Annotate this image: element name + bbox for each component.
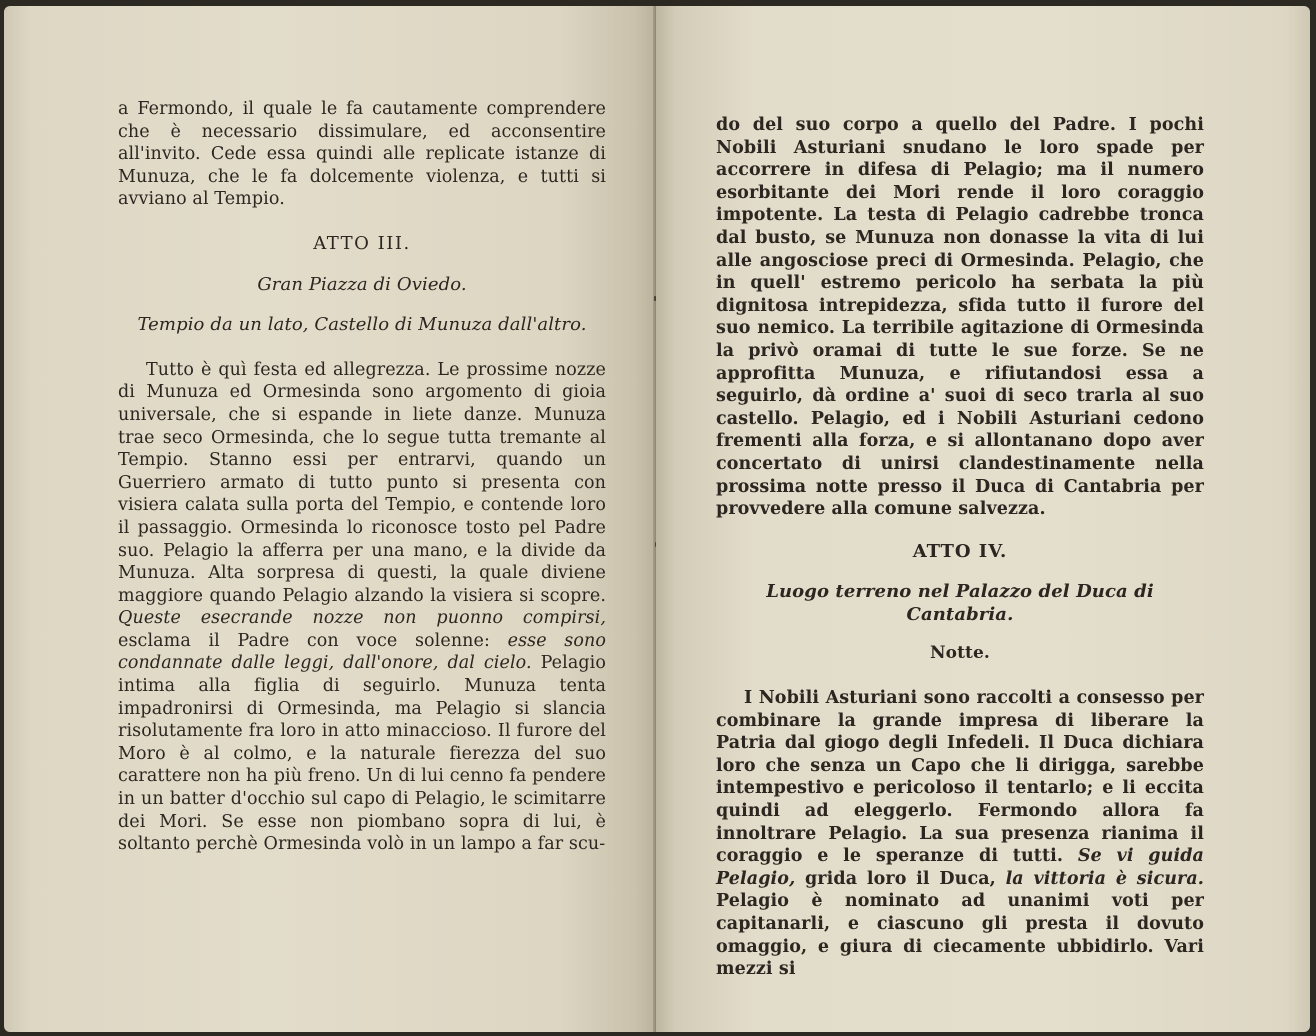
- left-opening-paragraph: a Fermondo, il quale le fa cautamente comprendere che è necessario dissimulare, ed acconsentire all'invito. Cede essa quindi alle replicate istanze di Munuza, che le fa dolcemente violenza, e tutti si avviano al Tempio.: [118, 99, 606, 210]
- left-page: [4, 6, 656, 1032]
- act-iv-quote-2: la vittoria è sicura.: [1005, 868, 1204, 889]
- act-iv-connector: grida loro il Duca,: [804, 868, 996, 889]
- right-page-text: [716, 114, 1204, 981]
- act-iii-connector: esclama il Padre con voce solenne:: [118, 630, 491, 651]
- act-iii-paragraph: [118, 359, 606, 856]
- act-iv-scene: Luogo terreno nel Palazzo del Duca di Cantabria.: [766, 581, 1154, 625]
- act-iv-paragraph-end: Pelagio è nominato ad unanimi voti per capitanarli, e ciascuno gli presta il dovuto omaggio, e giura di ciecamente ubbidirlo. Vari mezzi si: [716, 891, 1204, 980]
- act-iii-paragraph-start: Tutto è quì festa ed allegrezza. Le prossime nozze di Munuza ed Ormesinda sono argomento di gioia universale, che si espande in liete danze. Munuza trae seco Ormesinda, che lo segue tutta tremante al Tempio. Stanno essi per entrarvi, quando un Guerriero armato di tutto punto si presenta con visiera calata sulla porta del Tempio, e contende loro il passaggio. Ormesinda lo riconosce tosto pel Padre suo. Pelagio la afferra per una mano, e la divide da Munuza. Alta sorpresa di questi, la quale diviene maggiore quando Pelagio alzando la visiera si scopre.: [118, 359, 606, 606]
- act-iv-time: Notte.: [930, 643, 990, 664]
- act-iii-quote-1: Queste esecrande nozze non puonno compirsi,: [118, 608, 606, 629]
- act-iii-quote-2: esse sono condannate dalle leggi, dall'onore, dal cielo.: [118, 630, 606, 674]
- right-page: [656, 6, 1310, 1032]
- right-opening-paragraph: do del suo corpo a quello del Padre. I pochi Nobili Asturiani snudano le loro spade per accorrere in difesa di Pelagio; ma il numero esorbitante dei Mori rende il loro coraggio impotente. La testa di Pelagio cadrebbe tronca dal busto, se Munuza non donasse la vita di lui alle angosciose preci di Ormesinda. Pelagio, che in quell' estremo pericolo ha serbata la più dignitosa intrepidezza, sfida tutto il furore del suo nemico. La terribile agitazione di Ormesinda la privò oramai di tutte le sue forze. Se ne approfitta Munuza, e rifiutandosi essa a seguirlo, dà ordine a' suoi di seco trarla al suo castello. Pelagio, ed i Nobili Asturiani cedono frementi alla forza, e si allontanano dopo aver concertato di unirsi clandestinamente nella prossima notte presso il Duca di Cantabria per provvedere alla comune salvezza.: [716, 115, 1204, 520]
- act-iv-paragraph: [716, 687, 1204, 981]
- act-iii-scene: Gran Piazza di Oviedo.: [257, 273, 467, 295]
- act-iv-heading: ATTO IV.: [912, 540, 1008, 562]
- act-iv-quote-1: Se vi guida Pelagio,: [716, 846, 1204, 889]
- act-iv-paragraph-start: I Nobili Asturiani sono raccolti a consesso per combinare la grande impresa di liberare la Patria dal giogo degli Infedeli. Il Duca dichiara loro che senza un Capo che li dirigga, sarebbe intempestivo e pericoloso il tentarlo; e li eccita quindi ad eleggerlo. Fermondo allora fa innoltrare Pelagio. La sua presenza rianima il coraggio e le speranze di tutti.: [716, 688, 1204, 867]
- act-iii-heading: ATTO III.: [313, 232, 411, 254]
- left-page-text: [118, 98, 606, 856]
- act-iii-paragraph-end: Pelagio intima alla figlia di seguirlo. Munuza tenta impadronirsi di Ormesinda, ma Pelagio si slancia risolutamente fra loro in atto minaccioso. Il furore del Moro è al colmo, e la naturale fierezza del suo carattere non ha più freno. Un di lui cenno fa pendere in un batter d'occhio sul capo di Pelagio, le scimitarre dei Mori. Se esse non piombano sopra di lui, è soltanto perchè Ormesinda volò in un lampo a far scu-: [118, 653, 606, 855]
- act-iii-scene-detail: Tempio da un lato, Castello di Munuza dall'altro.: [137, 314, 587, 336]
